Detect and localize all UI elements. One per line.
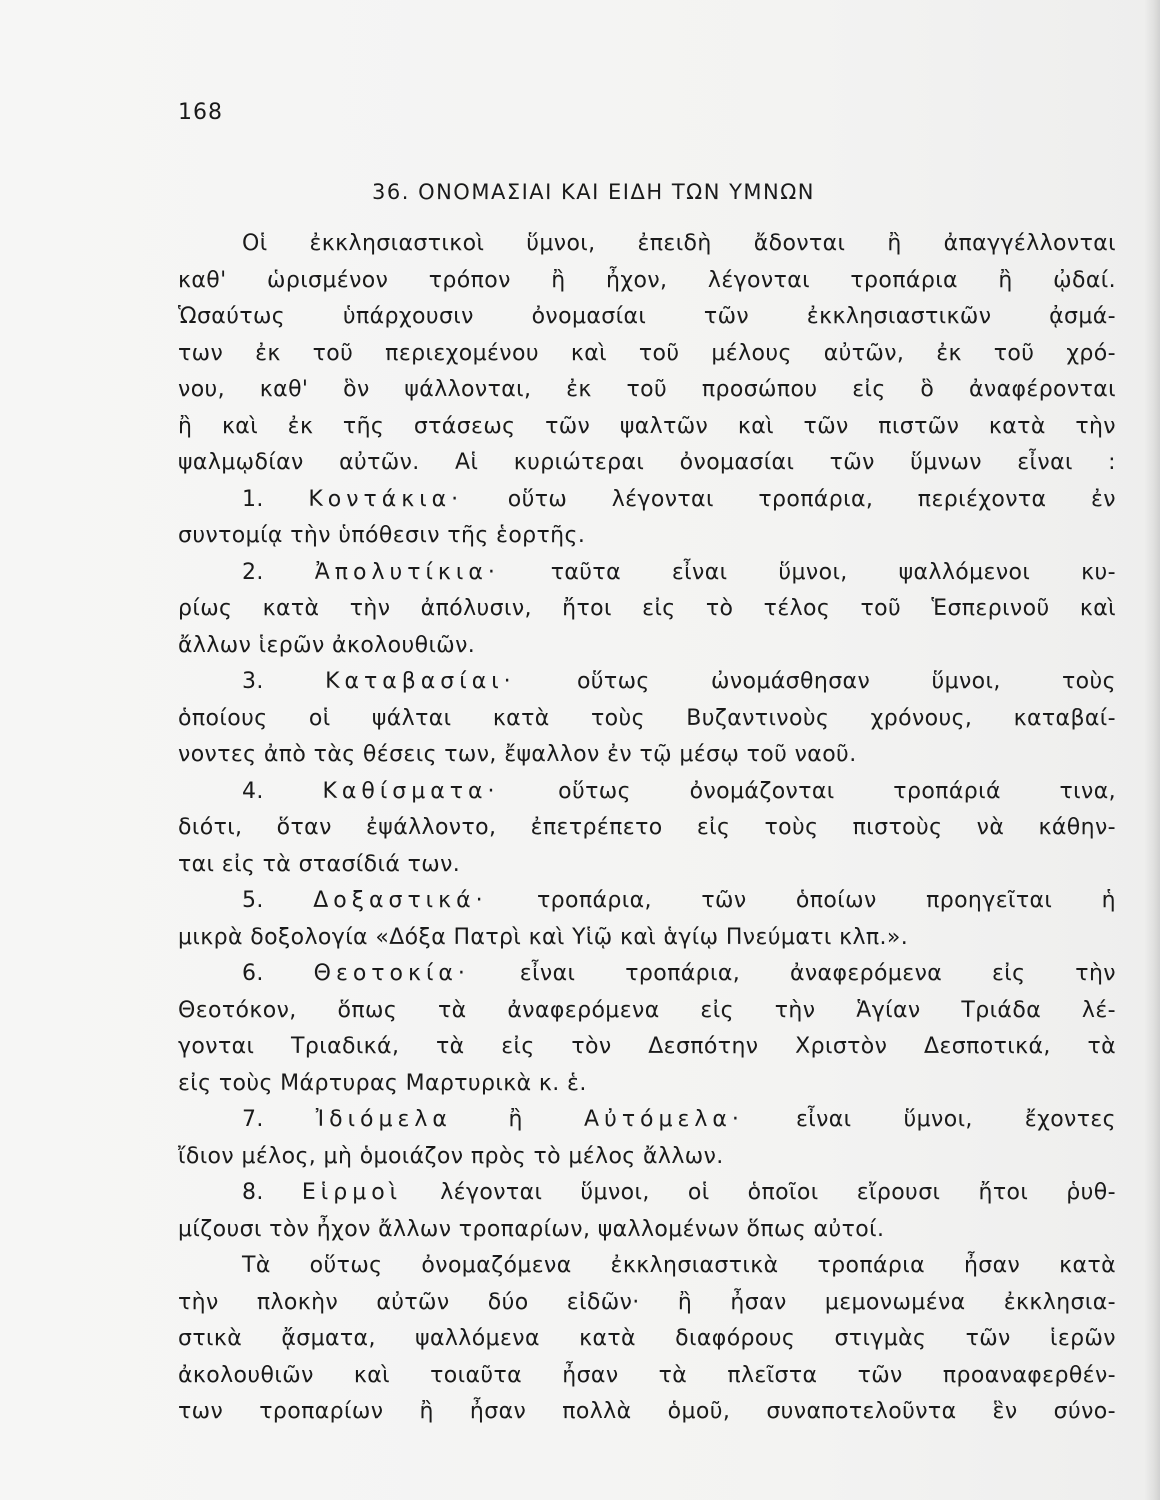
- text-line: [178, 1394, 1116, 1431]
- list-number: 4.: [242, 778, 323, 804]
- text-line: [178, 737, 1116, 774]
- line-text: Θεοτόκον, ὅπως τὰ ἀναφερόμενα εἰς τὴν Ἁγίαν Τριάδα λέ-: [178, 997, 1116, 1023]
- line-text: ἢ καὶ ἐκ τῆς στάσεως τῶν ψαλτῶν καὶ τῶν πιστῶν κατὰ τὴν: [178, 413, 1116, 439]
- line-text: στικὰ ᾄσματα, ψαλλόμενα κατὰ διαφόρους στιγμὰς τῶν ἱερῶν: [178, 1326, 1116, 1351]
- page-number: 168: [178, 100, 223, 125]
- text-line: [178, 409, 1116, 446]
- text-line: [178, 299, 1116, 336]
- text-line: [178, 1102, 1116, 1139]
- list-number: 1.: [242, 486, 309, 512]
- text-line: [178, 664, 1116, 701]
- text-line: [178, 810, 1116, 847]
- chapter-title: 36. ΟΝΟΜΑΣΙΑΙ ΚΑΙ ΕΙΔΗ ΤΩΝ ΥΜΝΩΝ: [372, 180, 815, 204]
- list-number: 8.: [242, 1180, 302, 1205]
- page-edge-shadow: [1144, 0, 1160, 1500]
- line-text: ψαλμῳδίαν αὐτῶν. Αἱ κυριώτεραι ὀνομασίαι τῶν ὕμνων εἶναι :: [178, 450, 1116, 475]
- text-line: [178, 591, 1116, 628]
- line-text: ἴδιον μέλος, μὴ ὁμοιάζον πρὸς τὸ μέλος ἄλλων.: [178, 1143, 724, 1169]
- line-text: ἀκολουθιῶν καὶ τοιαῦτα ἦσαν τὰ πλεῖστα τῶν προαναφερθέν-: [178, 1362, 1116, 1388]
- text-line: [178, 1029, 1116, 1066]
- text-line: [178, 336, 1116, 373]
- text-line: [178, 372, 1116, 409]
- line-text: καθ' ὡρισμένον τρόπον ἢ ἦχον, λέγονται τροπάρια ἢ ᾠδαί.: [178, 267, 1116, 293]
- text-line: [178, 883, 1116, 920]
- text-line: [178, 993, 1116, 1030]
- line-text: οὕτως ὀνομάζονται τροπάριά τινα,: [558, 778, 1116, 804]
- body-text: [178, 226, 1116, 1431]
- line-text: συντομίᾳ τὴν ὑπόθεσιν τῆς ἑορτῆς.: [178, 523, 586, 548]
- hymn-term: Καταβασίαι·: [325, 669, 516, 694]
- hymn-term: Κοντάκια·: [308, 486, 464, 512]
- list-number: 7.: [242, 1107, 316, 1132]
- line-text: νοντες ἀπὸ τὰς θέσεις των, ἔψαλλον ἐν τῷ μέσῳ τοῦ ναοῦ.: [178, 742, 857, 767]
- text-line: [178, 701, 1116, 738]
- line-text: τροπάρια, τῶν ὁποίων προηγεῖται ἡ: [537, 888, 1116, 913]
- text-line: [178, 1066, 1116, 1103]
- text-line: [178, 1175, 1116, 1212]
- text-line: [178, 847, 1116, 884]
- line-text: νου, καθ' ὃν ψάλλονται, ἐκ τοῦ προσώπου εἰς ὃ ἀναφέρονται: [178, 377, 1116, 402]
- line-text: Ὡσαύτως ὑπάρχουσιν ὀνομασίαι τῶν ἐκκλησιαστικῶν ᾀσμά-: [178, 304, 1116, 329]
- line-text: ται εἰς τὰ στασίδιά των.: [178, 851, 461, 877]
- hymn-term: Εἱρμοὶ: [301, 1180, 403, 1205]
- text-line: [178, 1321, 1116, 1358]
- text-line: [178, 263, 1116, 300]
- text-line: [178, 956, 1116, 993]
- line-text: ἄλλων ἱερῶν ἀκολουθιῶν.: [178, 632, 476, 658]
- line-text: εἰς τοὺς Μάρτυρας Μαρτυρικὰ κ. ἑ.: [178, 1070, 587, 1096]
- line-text: οὕτως ὠνομάσθησαν ὕμνοι, τοὺς: [576, 669, 1116, 694]
- text-line: [178, 628, 1116, 665]
- text-line: [178, 555, 1116, 592]
- line-text: ταῦτα εἶναι ὕμνοι, ψαλλόμενοι κυ-: [550, 559, 1116, 585]
- line-text: ρίως κατὰ τὴν ἀπόλυσιν, ἤτοι εἰς τὸ τέλος τοῦ Ἑσπερινοῦ καὶ: [178, 596, 1116, 621]
- line-text: ὁποίους οἱ ψάλται κατὰ τοὺς Βυζαντινοὺς χρόνους, καταβαί-: [178, 705, 1116, 731]
- hymn-term: Ἰδιόμελα ἢ Αὐτόμελα·: [315, 1107, 744, 1132]
- list-number: 2.: [242, 559, 315, 585]
- line-text: μίζουσι τὸν ἦχον ἄλλων τροπαρίων, ψαλλομένων ὅπως αὐτοί.: [178, 1216, 885, 1242]
- line-text: εἶναι ὕμνοι, ἔχοντες: [795, 1107, 1116, 1132]
- line-text: εἶναι τροπάρια, ἀναφερόμενα εἰς τὴν: [519, 961, 1116, 986]
- text-line: [178, 920, 1116, 957]
- text-line: [178, 1212, 1116, 1249]
- hymn-term: Θεοτοκία·: [313, 961, 470, 986]
- line-text: γονται Τριαδικά, τὰ εἰς τὸν Δεσπότην Χριστὸν Δεσποτικά, τὰ: [178, 1034, 1116, 1059]
- line-text: οὕτω λέγονται τροπάρια, περιέχοντα ἐν: [507, 486, 1116, 512]
- text-line: [178, 1248, 1116, 1285]
- list-number: 3.: [242, 669, 326, 694]
- line-text: τὴν πλοκὴν αὐτῶν δύο εἰδῶν· ἢ ἦσαν μεμονωμένα ἐκκλησια-: [178, 1289, 1116, 1315]
- line-text: Τὰ οὕτως ὀνομαζόμενα ἐκκλησιαστικὰ τροπάρια ἦσαν κατὰ: [242, 1253, 1116, 1278]
- text-line: [178, 1139, 1116, 1176]
- line-text: λέγονται ὕμνοι, οἱ ὁποῖοι εἴρουσι ἤτοι ῥυθ-: [440, 1180, 1116, 1205]
- list-number: 5.: [242, 888, 314, 913]
- text-line: [178, 482, 1116, 519]
- line-text: μικρὰ δοξολογία «Δόξα Πατρὶ καὶ Υἱῷ καὶ ἁγίῳ Πνεύματι κλπ.».: [178, 924, 909, 950]
- text-line: [178, 518, 1116, 555]
- list-number: 6.: [242, 961, 314, 986]
- line-text: των τροπαρίων ἢ ἦσαν πολλὰ ὁμοῦ, συναποτελοῦντα ἓν σύνο-: [178, 1399, 1116, 1424]
- line-text: διότι, ὅταν ἐψάλλοντο, ἐπετρέπετο εἰς τοὺς πιστοὺς νὰ κάθην-: [178, 815, 1116, 840]
- line-text: Οἱ ἐκκλησιαστικοὶ ὕμνοι, ἐπειδὴ ἄδονται ἢ ἀπαγγέλλονται: [242, 231, 1116, 256]
- text-line: [178, 1285, 1116, 1322]
- text-line: [178, 774, 1116, 811]
- hymn-term: Δοξαστικά·: [313, 888, 488, 913]
- text-line: [178, 1358, 1116, 1395]
- text-line: [178, 445, 1116, 482]
- hymn-term: Ἀπολυτίκια·: [314, 559, 500, 585]
- line-text: των ἐκ τοῦ περιεχομένου καὶ τοῦ μέλους αὐτῶν, ἐκ τοῦ χρό-: [178, 340, 1116, 366]
- text-line: [178, 226, 1116, 263]
- hymn-term: Καθίσματα·: [322, 778, 500, 804]
